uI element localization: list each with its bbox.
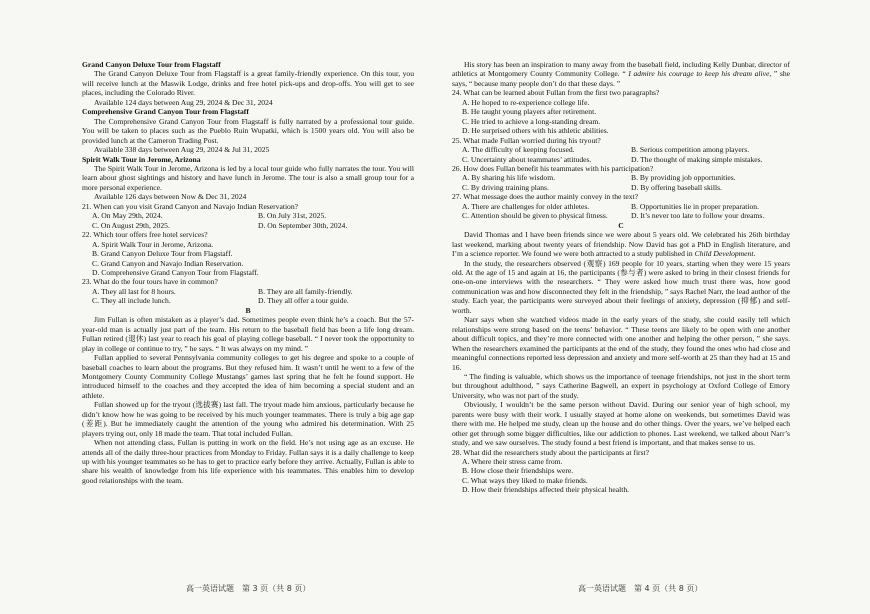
q26-option-b: B. By providing job opportunities.	[631, 173, 736, 183]
q21-options-row1	[82, 211, 414, 220]
question-21: 21. When can you visit Grand Canyon and Navajo Indian Reservation?	[82, 201, 299, 211]
footer-page-3: 高一英语试题 第 3 页（共 8 页）	[186, 584, 311, 593]
q21-option-b: B. On July 31st, 2025.	[258, 211, 327, 221]
passage-b-paragraph-1: Jim Fullan is often mistaken as a player’s dad. Sometimes people even think he’s a coach. But the 57-year-old man is actually just part of the team. His return to the baseball field has been a life long dream. Fullan retired (退休) last year to reach his goal of playing college baseball. “ I never took the opportunity to play in college or continue to try, ” he says. “ It was always on my mind. ”	[82, 315, 414, 353]
passage-b-paragraph-3: Fullan showed up for the tryout (选拔赛) last fall. The tryout made him anxious, particularly because he didn’t know how he was going to be received by his much younger teammates. There is truly a big age gap (差距). But he immediately caught the attention of the young who admired his determination. With 25 players trying out, only 18 made the team. That total included Fullan.	[82, 400, 414, 438]
q28-option-c: C. What ways they liked to make friends.	[462, 475, 588, 485]
question-22: 22. Which tour offers free hotel services?	[82, 230, 208, 240]
tour3-title: Spirit Walk Tour in Jerome, Arizona	[82, 154, 201, 164]
q23-option-d: D. They all offer a tour guide.	[258, 296, 349, 306]
q23-option-c: C. They all include lunch.	[92, 296, 171, 306]
section-b-heading: B	[245, 305, 251, 315]
q22-option-b: B. Grand Canyon Deluxe Tour from Flagstaff.	[92, 249, 233, 259]
question-28: 28. What did the researchers study about the participants at first?	[452, 447, 650, 457]
tour2-text: The Comprehensive Grand Canyon Tour from Flagstaff is fully narrated by a professional tour guide. You will be taken to places such as the Pueblo Ruin Wupatki, which is 1500 years old. You will also be provided lunch at the Cameron Trading Post.	[82, 116, 414, 145]
q28-option-a: A. Where their stress came from.	[462, 457, 563, 467]
q27-option-b: B. Opportunities lie in proper preparation.	[631, 201, 760, 211]
tour1-title: Grand Canyon Deluxe Tour from Flagstaff	[82, 60, 221, 69]
q22-option-a: A. Spirit Walk Tour in Jerome, Arizona.	[92, 239, 214, 249]
passage-c-paragraph-4: “ The finding is valuable, which shows us the importance of teenage friendships, not just in the short term but throughout adulthood, ” says Catherine Bagwell, an expert in psychology at Oxford College of Emory University, who was not part of the study.	[452, 371, 790, 400]
q27-options-row2	[452, 211, 790, 220]
footer-page-4: 高一英语试题 第 4 页（共 8 页）	[578, 584, 703, 593]
q24-option-a: A. He hoped to re-experience college life.	[462, 97, 590, 107]
tour1-availability: Available 124 days between Aug 29, 2024 & Dec 31, 2024	[94, 97, 273, 107]
tour3-text: The Spirit Walk Tour in Jerome, Arizona is led by a local tour guide who fully narrates the tour. You will learn about ghost sightings and history and have lunch in Jerome. The tour is also a small group tour for a more personal experience.	[82, 163, 414, 192]
q27-option-d: D. It’s never too late to follow your dreams.	[631, 211, 765, 221]
q26-option-c: C. By driving training plans.	[462, 182, 549, 192]
q26-options-row2	[452, 183, 790, 192]
passage-b-paragraph-4: When not attending class, Fullan is putting in work on the field. He’s not using age as an excuse. He attends all of the daily three-hour practices from Monday to Friday. Fullan says it is a daily challenge to keep up with his younger teammates so he has to get to practice early before they arrive. Actually, Fullan is able to share his wealth of knowledge from his life experience with his teammates. This enables him to develop good relationships with the team.	[82, 438, 414, 485]
q21-option-c: C. On August 29th, 2025.	[92, 220, 170, 230]
q27-options-row1	[452, 202, 790, 211]
question-24: 24. What can be learned about Fullan from the first two paragraphs?	[452, 88, 660, 98]
passage-b-paragraph-2: Fullan applied to several Pennsylvania community colleges to get his degree and spoke to a couple of baseball coaches to learn about the programs. But they refused him. It wasn’t until he went to a few of the Montgomery County Community College Mustangs’ games last spring that he felt he found support. He introduced himself to the coaches and they accepted the idea of him becoming a special student and an athlete.	[82, 353, 414, 400]
q21-option-a: A. On May 29th, 2024.	[92, 211, 163, 221]
q28-option-b: B. How close their friendships were.	[462, 466, 574, 476]
quote-intro: His story has been an inspiration to many away from the baseball field, including Kelly Dunbar, director of athletics at Montgomery County Community College. “	[452, 60, 790, 79]
q23-options-row2	[82, 296, 414, 305]
q23-options-row1	[82, 287, 414, 296]
q25-option-a: A. The difficulty of keeping focused.	[462, 145, 575, 155]
q25-option-d: D. The thought of making simple mistakes.	[631, 154, 763, 164]
q24-option-c: C. He tried to achieve a long-standing dream.	[462, 116, 601, 126]
passage-c-p1-end: .	[753, 249, 756, 259]
tour2-availability: Available 338 days between Aug 29, 2024 & Jul 31, 2025	[94, 145, 270, 155]
tour1-text: The Grand Canyon Deluxe Tour from Flagstaff is a great family-friendly experience. On this tour, you will receive lunch at the Maswik Lodge, drinks and free hotel pick-ups and drop-offs. You will get to see places, including the Colorado River.	[82, 69, 414, 98]
q25-option-c: C. Uncertainty about teammates’ attitudes.	[462, 154, 592, 164]
passage-c-paragraph-1	[452, 230, 790, 258]
q25-options-row2	[452, 155, 790, 164]
passage-c-p1-text: David Thomas and I have been friends since we were about 5 years old. We celebrated his 26th birthday last weekend, marking about twenty years of friendship. Now David has got a PhD in English literature, and I’m a science reporter. We found we were both attracted to a study published in	[452, 230, 790, 259]
question-23: 23. What do the four tours have in common?	[82, 277, 218, 287]
question-26: 26. How does Fullan benefit his teammates with his participation?	[452, 163, 654, 173]
q24-option-b: B. He taught young players after retirement.	[462, 107, 597, 117]
quote-rest: , ” she says, “ because many people don’t do that these days. ”	[452, 69, 790, 88]
q21-option-d: D. On September 30th, 2024.	[258, 220, 348, 230]
question-27: 27. What message does the author mainly convey in the text?	[452, 192, 639, 202]
journal-title: Child Development	[694, 249, 754, 259]
section-c-heading: C	[618, 220, 624, 230]
q27-option-a: A. There are challenges for older athletes.	[462, 201, 590, 211]
q27-option-c: C. Attention should be given to physical fitness.	[462, 211, 608, 221]
q23-option-b: B. They are all family-friendly.	[258, 286, 353, 296]
q24-option-d: D. He surprised others with his athletic abilities.	[462, 126, 609, 136]
passage-b-paragraph-5	[452, 60, 790, 88]
passage-c-paragraph-2: In the study, the researchers observed (观察) 169 people for 10 years, starting when they were 15 years old. At the age of 15 and again at 16, the participants (参与者) were asked to bring in their closest friends for one-on-one interviews with the researchers. “ They were asked how much trust there was, how good communication was and how disconnected they felt in the friendship, ” says Rachel Narr, the lead author of the study. Each year, the participants were surveyed about their feelings of anxiety, depression (抑郁) and self-worth.	[452, 258, 790, 315]
q26-options-row1	[452, 173, 790, 182]
passage-c-paragraph-3: Narr says when she watched videos made in the early years of the study, she could easily tell which relationships were strong based on the teens’ behavior. “ These teens are likely to be open with one another about difficult topics, and they’re more connected with one another and helping the other person, ” she says. When the researchers examined the participants at the end of the study, they found the ones who had close and meaningful connections reported less depression and anxiety and more self-worth at 25 than they had at 15 and 16.	[452, 315, 790, 372]
q26-option-a: A. By sharing his life wisdom.	[462, 173, 556, 183]
tour2-title: Comprehensive Grand Canyon Tour from Flagstaff	[82, 107, 249, 117]
passage-c-paragraph-5: Obviously, I wouldn’t be the same person without David. During our senior year of high school, my parents were busy with their work. I usually stayed at home alone on weekends, but sometimes David was there with me. He helped me study, clean up the house and do other things. Over the years, we’ve helped each other get through some bigger difficulties, like our addiction to phones. Last weekend, we talked about Narr’s study, and we saw ourselves. The study found a best friend is important, and that makes sense to us.	[452, 400, 790, 448]
q22-option-d: D. Comprehensive Grand Canyon Tour from Flagstaff.	[92, 267, 259, 277]
question-25: 25. What made Fullan worried during his tryout?	[452, 135, 601, 145]
left-column	[82, 60, 414, 485]
q28-option-d: D. How their friendships affected their physical health.	[462, 485, 630, 495]
q21-options-row2	[82, 221, 414, 230]
q23-option-a: A. They all last for 8 hours.	[92, 286, 176, 296]
q25-option-b: B. Serious competition among players.	[631, 145, 750, 155]
right-column	[452, 60, 790, 495]
q26-option-d: D. By offering baseball skills.	[631, 182, 722, 192]
quote-italic: I admire his courage to keep his dream alive	[628, 69, 770, 79]
q22-option-c: C. Grand Canyon and Navajo Indian Reservation.	[92, 258, 244, 268]
tour3-availability: Available 126 days between Now & Dec 31, 2024	[94, 192, 247, 202]
q25-options-row1	[452, 145, 790, 154]
